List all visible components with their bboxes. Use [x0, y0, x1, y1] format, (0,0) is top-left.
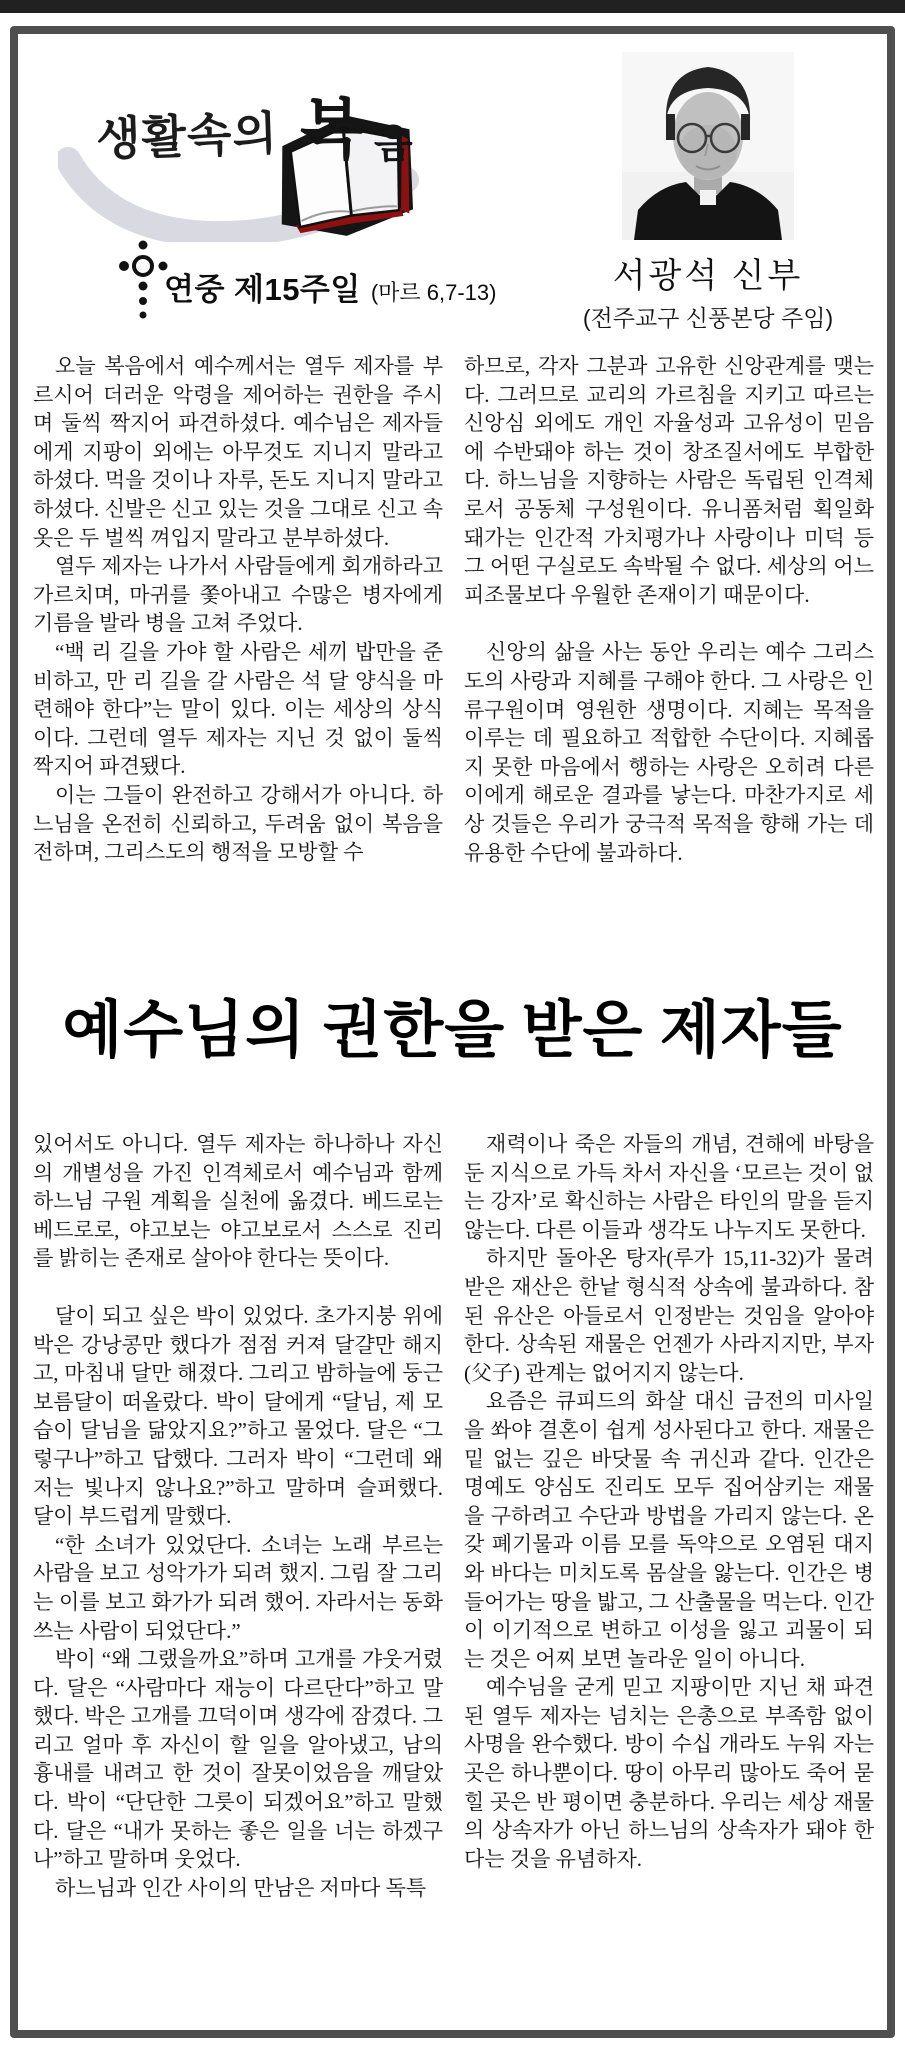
series-title: 연중 제15주일	[164, 272, 361, 307]
intro-section	[33, 352, 875, 867]
logo-text-prefix: 생활속의	[95, 106, 279, 166]
series-heading	[164, 264, 496, 309]
gospel-reference: (마르 6,7-13)	[370, 280, 497, 305]
body-paragraph: “한 소녀가 있었단다. 소녀는 노래 부르는 사람을 보고 성악가가 되려 했지. 그림 잘 그리는 이를 보고 화가가 되려 했어. 자라서는 동화 쓰는 사람이 되었단다.”	[33, 1532, 443, 1643]
body-section	[33, 1130, 875, 1902]
intro-right-column	[464, 352, 874, 867]
body-paragraph: 하지만 돌아온 탕자(루가 15,11-32)가 물려받은 재산은 한낱 형식적 상속에 불과하다. 참된 유산은 아들로서 인정받는 것임을 알아야 한다. 상속된 재물은 언젠가 사라지지만, 부자(父子) 관계는 없어지지 않는다.	[464, 1246, 874, 1385]
body-paragraph: 달이 되고 싶은 박이 있었다. 초가지붕 위에 박은 강낭콩만 했다가 점점 커져 달걀만 해지고, 마침내 달만 해졌다. 그리고 밤하늘에 둥근 보름달이 떠올랐다. 박이 달에게 “달님, 제 모습이 달님을 닮았지요?”하고 물었다. 달은 “그렇구나”하고 답했다. 그러자 박이 “그런데 왜 저는 빛나지 않나요?”하고 말하며 슬퍼했다. 달이 부드럽게 말했다.	[33, 1303, 443, 1529]
intro-paragraph: 오늘 복음에서 예수께서는 열두 제자를 부르시어 더러운 악령을 제어하는 권한을 주시며 둘씩 짝지어 파견하셨다. 예수님은 제자들에게 지팡이 외에는 아무것도 지니지 말라고 하셨다. 먹을 것이나 자루, 돈도 지니지 말라고 하셨다. 신발은 신고 있는 것을 그대로 신고 속옷은 두 벌씩 껴입지 말라고 분부하셨다.	[33, 354, 443, 550]
body-right-column	[464, 1130, 874, 1902]
body-paragraph: 재력이나 죽은 자들의 개념, 견해에 바탕을 둔 지식으로 가득 차서 자신을 ‘모르는 것이 없는 강자’로 확신하는 사람은 타인의 말을 듣지 않는다. 다른 이들과 생각도 나누지도 못한다.	[464, 1132, 874, 1242]
top-border-bar	[0, 0, 905, 13]
body-paragraph: 예수님을 굳게 믿고 지팡이만 지닌 채 파견된 열두 제자는 넘치는 은총으로 부족함 없이 사명을 완수했다. 방이 수십 개라도 누워 자는 곳은 하나뿐이다. 땅이 아무리 많아도 죽어 묻힐 곳은 반 평이면 충분하다. 우리는 세상 재물의 상속자가 아닌 하느님의 상속자가 돼야 한다는 것을 유념하자.	[464, 1675, 874, 1871]
body-left-column	[33, 1130, 443, 1902]
author-affiliation: (전주교구 신풍본당 주임)	[582, 305, 834, 331]
intro-paragraph: 하므로, 각자 그분과 고유한 신앙관계를 맺는다. 그러므로 교리의 가르침을 지키고 따르는 신앙심 외에도 개인 자율성과 고유성이 믿음에 수반돼야 하는 것이 창조질서에도 부합한다. 하느님을 지향하는 사람은 독립된 인격체로서 공동체 구성원이다. 유니폼처럼 획일화돼가는 인간적 가치평가나 사랑이나 미덕 등 그 어떤 구실로도 속박될 수 없다. 세상의 어느 피조물보다 우월한 존재이기 때문이다.	[464, 354, 874, 607]
intro-left-column	[33, 352, 443, 867]
body-paragraph: 있어서도 아니다. 열두 제자는 하나하나 자신의 개별성을 가진 인격체로서 예수님과 함께 하느님 구원 계획을 실천에 옮겼다. 베드로는 베드로로, 야고보는 야고보로서 스스로 진리를 밝히는 존재로 살아야 한다는 뜻이다.	[33, 1132, 443, 1271]
body-paragraph: 요즘은 큐피드의 화살 대신 금전의 미사일을 쏴야 결혼이 쉽게 성사된다고 한다. 재물은 밑 없는 깊은 바닷물 속 귀신과 같다. 인간은 명예도 양심도 진리도 모두 집어삼키는 재물을 구하려고 수단과 방법을 가리지 않는다. 온갖 폐기물과 이름 모를 독약으로 오염된 대지와 바다는 미치도록 몸살을 앓는다. 인간은 병들어가는 땅을 밟고, 그 산출물을 먹는다. 인간이 이기적으로 변하고 이성을 잃고 괴물이 되는 것은 어찌 보면 놀라운 일이 아니다.	[464, 1389, 874, 1671]
logo-main-char-1: 복	[300, 92, 364, 166]
body-paragraph: 하느님과 인간 사이의 만남은 저마다 독특	[55, 1875, 427, 1900]
logo-main-char-2: 음	[374, 122, 413, 166]
author-name: 서광석 신부	[612, 258, 804, 295]
intro-paragraph: 열두 제자는 나가서 사람들에게 회개하라고 가르치며, 마귀를 쫓아내고 수많은 병자에게 기름을 발라 병을 고쳐 주었다.	[33, 554, 443, 636]
intro-paragraph: “백 리 길을 가야 할 사람은 세끼 밥만을 준비하고, 만 리 길을 갈 사람은 석 달 양식을 마련해야 한다”는 말이 있다. 이는 세상의 상식이다. 그런데 열두 제자는 지닌 것 없이 둘씩 짝지어 파견됐다.	[33, 639, 443, 779]
intro-paragraph: 신앙의 삶을 사는 동안 우리는 예수 그리스도의 사랑과 지혜를 구해야 한다. 그 사랑은 인류구원이며 영원한 생명이다. 지혜는 목적을 이루는 데 필요하고 적합한 수단이다. 지혜롭지 못한 마음에서 행하는 사랑은 오히려 다른 이에게 해로운 결과를 낳는다. 마찬가지로 세상 것들은 우리가 궁극적 목적을 향해 가는 데 유용한 수단에 불과하다.	[464, 640, 874, 865]
priest-photo	[622, 52, 794, 240]
intro-paragraph: 이는 그들이 완전하고 강해서가 아니다. 하느님을 온전히 신뢰하고, 두려움 없이 복음을 전하며, 그리스도의 행적을 모방할 수	[33, 782, 443, 865]
article-headline: 예수님의 권한을 받은 제자들	[62, 997, 843, 1065]
body-paragraph: 박이 “왜 그랬을까요”하며 고개를 갸웃거렸다. 달은 “사람마다 재능이 다르단다”하고 말했다. 박은 고개를 끄덕이며 생각에 잠겼다. 그리고 얼마 후 자신이 할 일을 알아냈고, 남의 흉내를 내려고 한 것이 잘못이었음을 깨달았다. 박이 “단단한 그릇이 되겠어요”하고 말했다. 달은 “내가 못하는 좋은 일을 너는 하겠구나”하고 말하며 웃었다.	[33, 1647, 443, 1872]
